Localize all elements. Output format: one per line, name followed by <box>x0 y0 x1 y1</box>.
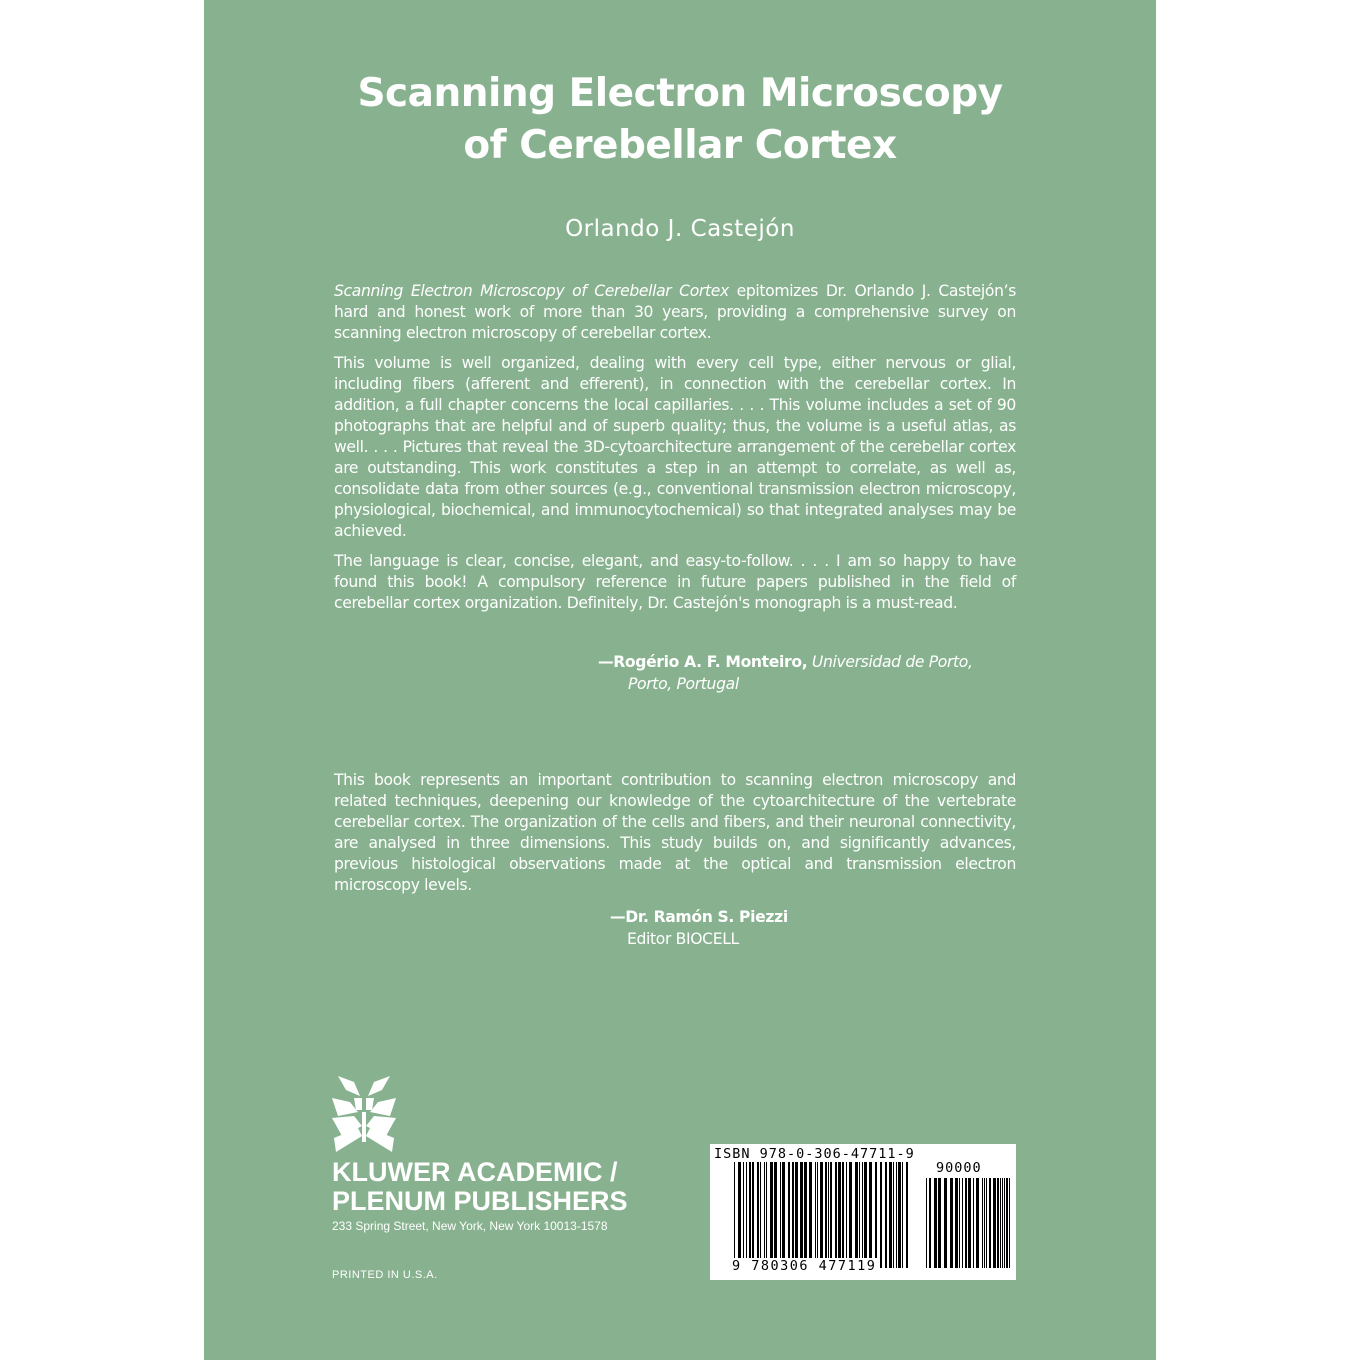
barcode-bar <box>752 1162 754 1268</box>
barcode-bar <box>997 1178 999 1268</box>
barcode-bar <box>934 1178 937 1268</box>
barcode-bar <box>986 1178 987 1268</box>
barcode-bar <box>885 1162 887 1268</box>
barcode-bar <box>757 1162 759 1268</box>
barcode-bar <box>898 1162 901 1268</box>
barcode-bar <box>959 1178 960 1268</box>
barcode-bar <box>766 1162 767 1268</box>
printed-notice: PRINTED IN U.S.A. <box>332 1269 438 1281</box>
review-piezzi <box>334 770 1016 905</box>
kluwer-star-logo-icon <box>332 1076 396 1152</box>
barcode-bar <box>902 1162 903 1268</box>
barcode-bar <box>815 1162 816 1268</box>
barcode-bar <box>906 1162 908 1268</box>
barcode-bar <box>984 1178 985 1268</box>
barcode-panel <box>710 1144 1016 1280</box>
barcode-bar <box>1009 1178 1010 1268</box>
barcode-bar <box>926 1178 927 1268</box>
barcode-bar <box>792 1162 794 1268</box>
barcode-bar <box>950 1178 953 1268</box>
barcode-bar <box>749 1162 751 1268</box>
barcode-bar <box>828 1162 829 1268</box>
barcode-bar <box>838 1162 841 1268</box>
barcode-bar <box>795 1162 798 1268</box>
review2-paragraph: This book represents an important contribution to scanning electron microscopy and related techniques, deepening our knowledge of the cytoarchitecture of the vertebrate cerebellar cortex. The organization of the cells and fibers, and their neuronal connectivity, are analysed in three dimensions. This study builds on, and significantly advances, previous histological observations made at the optical and transmission electron microscopy levels. <box>334 771 1016 894</box>
barcode-bar <box>846 1162 847 1268</box>
publisher-address: 233 Spring Street, New York, New York 10013-1578 <box>332 1219 608 1233</box>
barcode-bar <box>993 1178 996 1268</box>
barcode-bar <box>855 1162 858 1268</box>
review1-attribution-name: —Rogério A. F. Monteiro, <box>598 653 808 671</box>
barcode-bar <box>976 1178 979 1268</box>
barcode-bar <box>864 1162 867 1268</box>
book-title <box>204 68 1156 172</box>
barcode-bar <box>809 1162 812 1268</box>
barcode-bar <box>782 1162 785 1268</box>
price-code-label: 90000 <box>936 1160 982 1176</box>
barcode-bar <box>1004 1178 1005 1268</box>
barcode-bar <box>830 1162 832 1268</box>
barcode-bar <box>973 1178 974 1268</box>
barcode-bar <box>989 1178 991 1268</box>
review1-book-title: Scanning Electron Microscopy of Cerebellar Cortex <box>334 282 729 300</box>
back-cover <box>204 0 1156 1360</box>
review1-paragraph-2: This volume is well organized, dealing with every cell type, either nervous or glial, including fibers (afferent and efferent), in connection with the cerebellar cortex. In addition, a full chapter concerns the local capillaries. . . . This volume includes a set of 90 photographs that are helpful and of superb quality; thus, the volume is a useful atlas, as well. . . . Pictures that reveal the 3D-cytoarchitecture arrangement of the cerebellar cortex are outstanding. This work constitutes a step in an attempt to correlate, as well as, consolidate data from other sources (e.g., conventional transmission electron microscopy, physiological, biochemical, and immunocytochemical) so that integrated analyses may be achieved. <box>334 354 1016 540</box>
barcode-bar <box>817 1162 818 1268</box>
barcode-bar <box>880 1162 882 1268</box>
barcode-bar <box>1002 1178 1003 1268</box>
review1-paragraph-3: The language is clear, concise, elegant, and easy-to-follow. . . . I am so happy to have found this book! A compulsory reference in future papers published in the field of cerebellar cortex organization. Definitely, Dr. Castejón's monograph is a must-read. <box>334 552 1016 612</box>
review1-attribution <box>598 651 1028 695</box>
barcode-bar <box>875 1162 877 1268</box>
barcode-bar <box>746 1162 747 1268</box>
barcode-bar <box>962 1178 963 1268</box>
barcode-number: 9 780306 477119 <box>732 1258 877 1274</box>
barcode-bar <box>893 1162 894 1268</box>
barcode-bar <box>842 1162 844 1268</box>
barcode-bar <box>820 1162 823 1268</box>
title-line-2: of Cerebellar Cortex <box>463 123 897 168</box>
barcode-bar <box>738 1162 741 1268</box>
barcode-bar <box>780 1162 781 1268</box>
barcode-bar <box>965 1178 967 1268</box>
barcode-bar <box>938 1178 941 1268</box>
review2-attribution <box>610 906 788 950</box>
barcode-bar <box>774 1162 777 1268</box>
barcode-bar <box>734 1162 735 1268</box>
barcode-bar <box>849 1162 852 1268</box>
barcode-bar <box>968 1178 971 1268</box>
barcode-bar <box>804 1162 807 1268</box>
publisher-name-line-1: KLUWER ACADEMIC / <box>332 1157 618 1187</box>
barcode-bar <box>743 1162 744 1268</box>
isbn-label: ISBN 978-0-306-47711-9 <box>714 1146 915 1162</box>
barcode-bar <box>1000 1178 1001 1268</box>
publisher-name-line-2: PLENUM PUBLISHERS <box>332 1186 628 1216</box>
barcode-bar <box>1006 1178 1008 1268</box>
barcode-bar <box>896 1162 897 1268</box>
review2-attribution-name: —Dr. Ramón S. Piezzi <box>610 908 788 926</box>
barcode-bar <box>835 1162 837 1268</box>
review1-attribution-affiliation: Universidad de Porto, <box>807 653 973 671</box>
barcode-bar <box>944 1178 947 1268</box>
barcode-bar <box>800 1162 803 1268</box>
barcode-bar <box>982 1178 983 1268</box>
barcode-bar <box>859 1162 860 1268</box>
publisher-name <box>332 1158 628 1216</box>
review1-paragraph-1 <box>334 281 1016 344</box>
barcode-bar <box>929 1178 931 1268</box>
barcode-bar <box>825 1162 827 1268</box>
barcode-bar <box>760 1162 761 1268</box>
barcode-bar <box>862 1162 863 1268</box>
barcode-bar <box>889 1162 892 1268</box>
barcode-bar <box>788 1162 790 1268</box>
title-line-1: Scanning Electron Microscopy <box>357 71 1003 116</box>
review1-p1-text: epitomizes Dr. Orlando J. Castejón’s hard and honest work of more than 30 years, providing a comprehensive survey on scanning electron microscopy of cerebellar cortex. <box>334 282 1016 342</box>
barcode-bar <box>955 1178 958 1268</box>
review1-attribution-location: Porto, Portugal <box>628 675 739 693</box>
barcode-bar <box>764 1162 765 1268</box>
review2-attribution-role: Editor BIOCELL <box>627 930 739 948</box>
author-name: Orlando J. Castejón <box>565 216 795 242</box>
barcode-bar <box>770 1162 773 1268</box>
review-monteiro <box>334 281 1016 623</box>
barcode-bar <box>869 1162 872 1268</box>
